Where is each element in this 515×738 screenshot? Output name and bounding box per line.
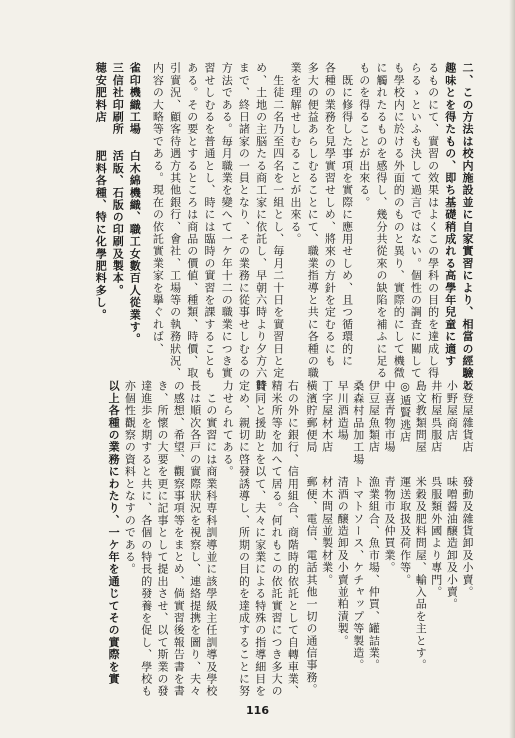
text-column: 引實況、顧客待遇方其他銀行、會社、工場等の執務狀況、	[168, 62, 182, 380]
text-column: め、土地の主脳たる商工家に依託し、早朝六時より夕方六時	[254, 62, 268, 392]
text-column: き、所懷の大要を更に記事として提出させ、以て斯業の發	[156, 380, 169, 698]
entry-name: 橫濱貯郵便局	[305, 380, 318, 454]
entry-name: 伊豆屋魚類店	[367, 380, 381, 454]
entry-description: 青物市及仲買業。	[383, 476, 396, 574]
text-column: 以上各種の業務にわたり、一ケ年を通じてその實際を實	[107, 380, 121, 685]
entry-name: 坂登屋雜貨店	[461, 380, 474, 454]
text-column: 既に修得した事項を實際に應用せしめ、且つ循環的に	[340, 62, 354, 367]
text-column: 達進歩を期すると共に、各個の特長的發養を促し、學校も	[139, 380, 153, 698]
entry-name: ◎遁賢逃店	[398, 380, 412, 443]
text-column: 各種の業務を見學實習せしめ、將來の方針を定むるにも	[323, 62, 337, 367]
entry-description: 清酒の醸造卸及小賣並粕漬製。	[336, 476, 350, 647]
text-column: も學校内に於ける外面的のものと異り、實際的にして機微	[392, 62, 406, 380]
entry-name: 雀印機織工場	[128, 62, 142, 136]
text-column: 定め、親切に啓發誘導し、所期の目的を達成することに努	[237, 380, 251, 698]
text-column: 生徒二名乃至四名を一組とし、毎月二十日を實習日と定	[271, 62, 285, 380]
text-column: 亦個性觀察の資料となすのである。	[123, 380, 137, 576]
text-column: 賛同と援助とを以て、夫々に家業による特殊の指導細目を	[253, 380, 267, 698]
entry-description: 漁業組合、魚市場、仲買、罐詰業。	[367, 476, 381, 672]
entry-name: 穂安肥料店	[94, 62, 108, 123]
text-column: 内容の大略等である。現在の依託實業家を擧ぐれば、	[151, 62, 165, 355]
text-column: ものを得ることが出來る。	[357, 62, 371, 209]
entry-description: 肥料各種、特に化學肥料多し。	[94, 150, 108, 321]
entry-description: 白木綿機織、職工女數百人從業す。	[128, 150, 142, 346]
entry-description: 米穀及肥料問屋、輸入品を主とす。	[414, 476, 428, 672]
text-column: 力せられてある。	[221, 380, 235, 478]
entry-name: 井桁屋呉服店	[429, 380, 443, 454]
entry-description: 呉服類外國より專門。	[429, 476, 443, 598]
text-column: るものにて、實習の效果はよくこの學科の目的を達成し得	[426, 62, 440, 380]
page-edge-shadow	[509, 0, 515, 738]
entry-name: 小野屋商店	[445, 380, 459, 441]
text-column: 多大の便益あらしむることにて、職業指導と共に各種の職	[306, 62, 320, 380]
text-column: まで、終日諸家の一員となり、その業務に從事せしむるの	[237, 62, 251, 380]
entry-description: 發動及雜貨卸及小賣。	[461, 476, 474, 598]
text-column: 業を理解せしむることが出來る。	[289, 62, 302, 245]
entry-description: 郵便、電信、電話其他一切の通信事務。	[305, 476, 318, 696]
page-number: 116	[246, 704, 269, 717]
text-column: らるゝといふも決して過言ではない。個性の調査に關して	[409, 62, 423, 380]
text-column: の感想、希望、觀察事項等をまとめ、倘實習後報告書を書	[172, 380, 186, 698]
text-column: 方法である。毎月職業を變へて一ケ年十二の職業につき實	[220, 62, 234, 380]
text-column: に觸れたるものを感得し、幾分共從來の缺陷を補ふに足る	[375, 62, 388, 380]
text-column: 精米所等を加へて居る。何れもこの依託實習につき多大の	[270, 380, 284, 698]
text-column: ある。その要とするところは商品の價値、種類、時價、取	[185, 62, 199, 380]
text-column: この實習には商業科専科訓導並に該學級主任訓導及學校	[204, 380, 218, 698]
entry-name: 桑森村品加工場	[351, 380, 365, 466]
entry-name: 中喜青物市場	[383, 380, 396, 454]
text-column: 長は順次各戸の實際狀況を視察し、連絡提携を圖り、夫々	[188, 380, 202, 698]
entry-name: 三信社印刷所	[111, 62, 125, 136]
entry-name: 早川酒造場	[336, 380, 350, 441]
entry-description: トマトソース、ケチャップ等製造。	[351, 476, 365, 672]
entry-name: 島文教類問屋	[414, 380, 428, 454]
text-column: 趣味とを得たもの、即ち基礎稍成れる高學年兒童に適す	[443, 62, 457, 367]
entry-description: 運送取扱及荷作等。	[398, 476, 412, 586]
text-column: 右の外に銀行、信用組合、商階時的依託として自轉車業、	[286, 380, 300, 698]
entry-description: 材木問屋並製材業。	[320, 476, 334, 586]
text-column: 二、この方法は校内施設並に自家實習により、相當の經驗と	[461, 62, 474, 392]
entry-name: 丁字屋材木店	[320, 380, 334, 454]
text-column: 習せしむるを普通とし、時には臨時の實習を課することも	[203, 62, 216, 380]
entry-description: 味噌醤油醸造卸及小賣。	[445, 476, 459, 611]
entry-description: 活版、石版の印刷及製本。	[111, 150, 125, 297]
